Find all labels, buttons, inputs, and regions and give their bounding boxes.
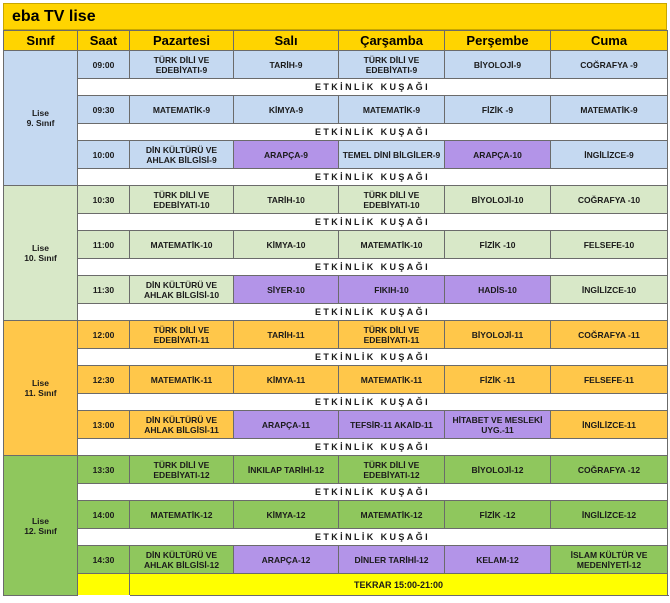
- footer-row: [4, 574, 668, 596]
- table-row: [4, 276, 668, 304]
- lesson-cell: DİNLER TARİHİ-12: [339, 546, 445, 574]
- time-cell: 12:30: [78, 366, 130, 394]
- lesson-cell: MATEMATİK-10: [339, 231, 445, 259]
- table-row: [4, 186, 668, 214]
- lesson-cell: ARAPÇA-12: [234, 546, 339, 574]
- lesson-cell: COĞRAFYA -10: [551, 186, 668, 214]
- lesson-cell: FİZİK -11: [445, 366, 551, 394]
- lesson-cell: TARİH-11: [234, 321, 339, 349]
- lesson-cell: TÜRK DİLİ VE EDEBİYATI-11: [130, 321, 234, 349]
- activity-band-row: [4, 349, 668, 366]
- table-row: [4, 546, 668, 574]
- time-cell: 13:30: [78, 456, 130, 484]
- lesson-cell: DİN KÜLTÜRÜ VE AHLAK BİLGİSİ-11: [130, 411, 234, 439]
- table-row: [4, 51, 668, 79]
- lesson-cell: TEFSİR-11 AKAİD-11: [339, 411, 445, 439]
- grade-label-line1: Lise: [31, 108, 49, 118]
- grade-label-line1: Lise: [31, 378, 49, 388]
- lesson-cell: FİZİK -12: [445, 501, 551, 529]
- activity-band-row: [4, 79, 668, 96]
- repeat-footer: TEKRAR 15:00-21:00: [130, 574, 668, 596]
- lesson-cell: COĞRAFYA -9: [551, 51, 668, 79]
- table-row: [4, 366, 668, 394]
- lesson-cell: FELSEFE-11: [551, 366, 668, 394]
- lesson-cell: MATEMATİK-12: [339, 501, 445, 529]
- lesson-cell: KİMYA-11: [234, 366, 339, 394]
- lesson-cell: BİYOLOJİ-12: [445, 456, 551, 484]
- activity-band-row: [4, 304, 668, 321]
- grade-label-line1: Lise: [31, 515, 49, 526]
- lesson-cell: TÜRK DİLİ VE EDEBİYATI-10: [130, 186, 234, 214]
- lesson-cell: KELAM-12: [445, 546, 551, 574]
- lesson-cell: HİTABET VE MESLEKİ UYG.-11: [445, 411, 551, 439]
- lesson-cell: KİMYA-10: [234, 231, 339, 259]
- activity-band: ETKİNLİK KUŞAĞI: [78, 394, 668, 411]
- lesson-cell: TÜRK DİLİ VE EDEBİYATI-9: [339, 51, 445, 79]
- activity-band-row: [4, 394, 668, 411]
- lesson-cell: FİZİK -10: [445, 231, 551, 259]
- page-title: eba TV lise: [3, 3, 667, 30]
- header-sinif: Sınıf: [4, 31, 78, 51]
- lesson-cell: İNKILAP TARİHİ-12: [234, 456, 339, 484]
- activity-band-row: [4, 439, 668, 456]
- lesson-cell: HADİS-10: [445, 276, 551, 304]
- lesson-cell: İNGİLİZCE-12: [551, 501, 668, 529]
- time-cell: 11:00: [78, 231, 130, 259]
- table-row: [4, 141, 668, 169]
- activity-band: ETKİNLİK KUŞAĞI: [78, 79, 668, 96]
- lesson-cell: KİMYA-12: [234, 501, 339, 529]
- activity-band-row: [4, 259, 668, 276]
- lesson-cell: TARİH-9: [234, 51, 339, 79]
- grade-label-line1: Lise: [31, 243, 49, 253]
- lesson-cell: BİYOLOJİ-11: [445, 321, 551, 349]
- grade-label-line2: 12. Sınıf: [24, 525, 57, 536]
- table-row: [4, 456, 668, 484]
- header-sali: Salı: [234, 31, 339, 51]
- header-cuma: Cuma: [551, 31, 668, 51]
- table-row: [4, 321, 668, 349]
- grade-label: [4, 456, 78, 596]
- activity-band: ETKİNLİK KUŞAĞI: [78, 169, 668, 186]
- activity-band: ETKİNLİK KUŞAĞI: [78, 484, 668, 501]
- time-cell: 12:00: [78, 321, 130, 349]
- header-pazartesi: Pazartesi: [130, 31, 234, 51]
- time-cell: 13:00: [78, 411, 130, 439]
- lesson-cell: TÜRK DİLİ VE EDEBİYATI-11: [339, 321, 445, 349]
- time-cell: 11:30: [78, 276, 130, 304]
- time-cell: 14:30: [78, 546, 130, 574]
- lesson-cell: TÜRK DİLİ VE EDEBİYATI-10: [339, 186, 445, 214]
- lesson-cell: TEMEL DİNİ BİLGİLER-9: [339, 141, 445, 169]
- lesson-cell: COĞRAFYA -12: [551, 456, 668, 484]
- grade-label-line2: 9. Sınıf: [26, 118, 55, 128]
- header-row: [4, 31, 668, 51]
- lesson-cell: ARAPÇA-9: [234, 141, 339, 169]
- lesson-cell: COĞRAFYA -11: [551, 321, 668, 349]
- lesson-cell: ARAPÇA-10: [445, 141, 551, 169]
- lesson-cell: TARİH-10: [234, 186, 339, 214]
- activity-band-row: [4, 214, 668, 231]
- grade-label: [4, 321, 78, 456]
- lesson-cell: İNGİLİZCE-11: [551, 411, 668, 439]
- lesson-cell: TÜRK DİLİ VE EDEBİYATI-12: [130, 456, 234, 484]
- time-cell: 10:00: [78, 141, 130, 169]
- lesson-cell: BİYOLOJİ-10: [445, 186, 551, 214]
- lesson-cell: MATEMATİK-11: [130, 366, 234, 394]
- lesson-cell: MATEMATİK-11: [339, 366, 445, 394]
- lesson-cell: DİN KÜLTÜRÜ VE AHLAK BİLGİSİ-12: [130, 546, 234, 574]
- time-cell: 09:00: [78, 51, 130, 79]
- activity-band: ETKİNLİK KUŞAĞI: [78, 439, 668, 456]
- lesson-cell: DİN KÜLTÜRÜ VE AHLAK BİLGİSİ-10: [130, 276, 234, 304]
- activity-band: ETKİNLİK KUŞAĞI: [78, 529, 668, 546]
- lesson-cell: ARAPÇA-11: [234, 411, 339, 439]
- table-row: [4, 501, 668, 529]
- activity-band: ETKİNLİK KUŞAĞI: [78, 124, 668, 141]
- activity-band: ETKİNLİK KUŞAĞI: [78, 214, 668, 231]
- table-row: [4, 96, 668, 124]
- lesson-cell: TÜRK DİLİ VE EDEBİYATI-12: [339, 456, 445, 484]
- header-saat: Saat: [78, 31, 130, 51]
- grade-label-line2: 11. Sınıf: [24, 388, 57, 398]
- time-cell: 14:00: [78, 501, 130, 529]
- time-cell: 10:30: [78, 186, 130, 214]
- lesson-cell: TÜRK DİLİ VE EDEBİYATI-9: [130, 51, 234, 79]
- lesson-cell: İNGİLİZCE-10: [551, 276, 668, 304]
- lesson-cell: KİMYA-9: [234, 96, 339, 124]
- grade-label-line2: 10. Sınıf: [24, 253, 57, 263]
- lesson-cell: FELSEFE-10: [551, 231, 668, 259]
- table-row: [4, 231, 668, 259]
- lesson-cell: BİYOLOJİ-9: [445, 51, 551, 79]
- lesson-cell: İNGİLİZCE-9: [551, 141, 668, 169]
- lesson-cell: MATEMATİK-12: [130, 501, 234, 529]
- footer-spacer: [78, 574, 130, 596]
- activity-band: ETKİNLİK KUŞAĞI: [78, 259, 668, 276]
- lesson-cell: MATEMATİK-9: [130, 96, 234, 124]
- activity-band-row: [4, 484, 668, 501]
- activity-band: ETKİNLİK KUŞAĞI: [78, 304, 668, 321]
- lesson-cell: MATEMATİK-10: [130, 231, 234, 259]
- lesson-cell: SİYER-10: [234, 276, 339, 304]
- activity-band-row: [4, 529, 668, 546]
- lesson-cell: FİZİK -9: [445, 96, 551, 124]
- grade-label: [4, 51, 78, 186]
- lesson-cell: İSLAM KÜLTÜR VE MEDENİYETİ-12: [551, 546, 668, 574]
- lesson-cell: DİN KÜLTÜRÜ VE AHLAK BİLGİSİ-9: [130, 141, 234, 169]
- activity-band-row: [4, 124, 668, 141]
- activity-band: ETKİNLİK KUŞAĞI: [78, 349, 668, 366]
- table-row: [4, 411, 668, 439]
- lesson-cell: MATEMATİK-9: [339, 96, 445, 124]
- lesson-cell: MATEMATİK-9: [551, 96, 668, 124]
- header-carsamba: Çarşamba: [339, 31, 445, 51]
- schedule-table: [3, 30, 668, 596]
- time-cell: 09:30: [78, 96, 130, 124]
- grade-label: [4, 186, 78, 321]
- header-persembe: Perşembe: [445, 31, 551, 51]
- activity-band-row: [4, 169, 668, 186]
- lesson-cell: FIKIH-10: [339, 276, 445, 304]
